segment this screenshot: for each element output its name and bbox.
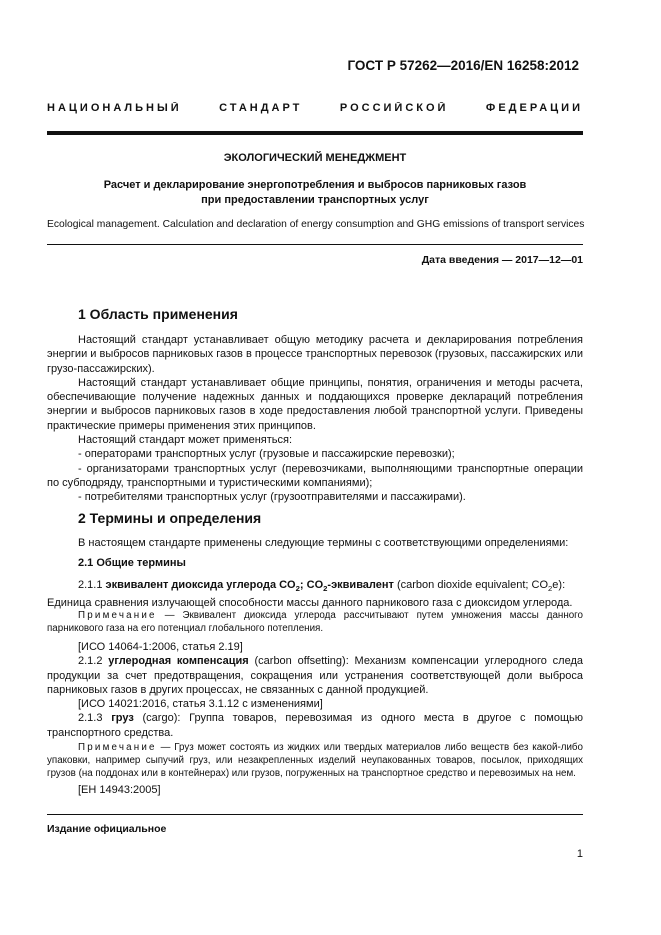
subscript: 2	[323, 584, 328, 594]
note	[47, 741, 583, 780]
national-standard-banner: НАЦИОНАЛЬНЫЙ СТАНДАРТ РОССИЙСКОЙ ФЕДЕРАЦИИ	[47, 102, 583, 114]
section-1-body	[47, 333, 583, 505]
list-item: - потребителями транспортных услуг (грузоотправителями и пассажирами).	[78, 491, 466, 504]
title-rule	[47, 244, 583, 245]
note-label: Примечание	[78, 742, 157, 753]
list-item: - организаторами транспортных услуг (перевозчиками, выполняющими транспортные операции по субподряду, транспортными и туристическими компаниями);	[47, 462, 583, 489]
term-definition-text: Единица сравнения излучающей способности массы данного парникового газа с диоксидом углерода.	[47, 597, 573, 610]
subtitle-line-1: Расчет и декларирование энергопотребления и выбросов парниковых газов	[103, 179, 527, 191]
english-title: Ecological management. Calculation and declaration of energy consumption and GHG emissions of transport services	[47, 219, 585, 230]
subscript: 2	[295, 584, 300, 594]
section-2-intro	[47, 536, 583, 550]
subscript: 2	[548, 584, 553, 594]
note-text: — Эквивалент диоксида углерода рассчитывают путем умножения массы данного парникового газа на его потенциал глобального потепления.	[47, 610, 583, 634]
paragraph: Настоящий стандарт устанавливает общую методику расчета и декларирования потребления энергии и выбросов парниковых газов в процессе транспортных перевозок (грузовых, пассажирских или грузо-пассажирских).	[47, 334, 583, 375]
term-definition	[47, 578, 583, 596]
paragraph: Настоящий стандарт может применяться:	[78, 434, 293, 447]
section-1-heading: 1 Область применения	[78, 306, 238, 322]
term-definition-text: (cargo): Группа товаров, перевозимая из одного места в другое с помощью транспортного средства.	[47, 712, 584, 739]
term-number: 2.1.1	[78, 579, 103, 591]
term-name: груз	[111, 712, 134, 725]
subsection-heading: 2.1 Общие термины	[78, 557, 186, 569]
subtitle-line-2: при предоставлении транспортных услуг	[201, 194, 429, 206]
paragraph: Настоящий стандарт устанавливает общие принципы, понятия, ограничения и методы расчета, обеспечивающие получение надежных данных и поддающихся проверке деклараций потребления энергии и выбросов парниковых газов в ходе предоставления любой транспортной услуги. Приведены практические примеры применения этих принципов.	[47, 376, 583, 432]
note-label: Примечание	[78, 610, 157, 621]
footer-rule	[47, 814, 583, 815]
note-2	[47, 741, 583, 780]
term-2-1-1	[47, 578, 583, 611]
reference: [ЕН 14943:2005]	[78, 784, 161, 796]
term-number: 2.1.2	[78, 655, 103, 668]
page-number: 1	[576, 848, 583, 860]
term-definition-text: (carbon offsetting): Механизм компенсации углеродного следа продукции за счет предотвращения, сокращения или устранения соответствующей доли выброса парниковых газов в других процессах, не связанных с данной продукцией.	[47, 655, 583, 696]
term-name: эквивалент диоксида углерода CO	[105, 579, 296, 591]
document-subtitle	[47, 178, 583, 208]
note-1	[47, 609, 583, 635]
term-2-1-2	[47, 640, 583, 740]
term-definition	[47, 711, 583, 740]
term-english: (carbon dioxide equivalent; CO	[396, 579, 549, 591]
term-name: ; CO	[299, 579, 324, 591]
official-edition: Издание официальное	[47, 823, 167, 835]
header-rule	[47, 131, 583, 135]
term-definition	[47, 654, 583, 697]
reference: [ИСО 14064-1:2006, статья 2.19]	[78, 641, 243, 653]
term-english: e):	[552, 579, 566, 591]
effective-date: Дата введения — 2017—12—01	[421, 254, 583, 266]
section-2-heading: 2 Термины и определения	[78, 510, 262, 526]
reference: [ИСО 14021:2016, статья 3.1.12 с изменениями]	[78, 698, 323, 711]
reference-3	[47, 783, 583, 797]
paragraph: В настоящем стандарте применены следующие термины с соответствующими определениями:	[78, 537, 569, 549]
note-text: — Груз может состоять из жидких или твердых материалов либо веществ без какой-либо упаковки, например сыпучий груз, или незакрепленных изделий неупакованных товаров, посылок, приходящих грузов (на поддонах или в контейнерах) или грузов, погруженных на транспортное средство и перевозимых на нем.	[47, 742, 583, 779]
document-title: ЭКОЛОГИЧЕСКИЙ МЕНЕДЖМЕНТ	[223, 152, 407, 164]
document-code: ГОСТ Р 57262—2016/EN 16258:2012	[347, 58, 579, 73]
note	[47, 609, 583, 635]
term-name: углеродная компенсация	[108, 655, 249, 668]
term-name: -эквивалент	[327, 579, 394, 591]
list-item: - операторами транспортных услуг (грузовые и пассажирские перевозки);	[78, 448, 455, 461]
term-number: 2.1.3	[78, 712, 103, 725]
